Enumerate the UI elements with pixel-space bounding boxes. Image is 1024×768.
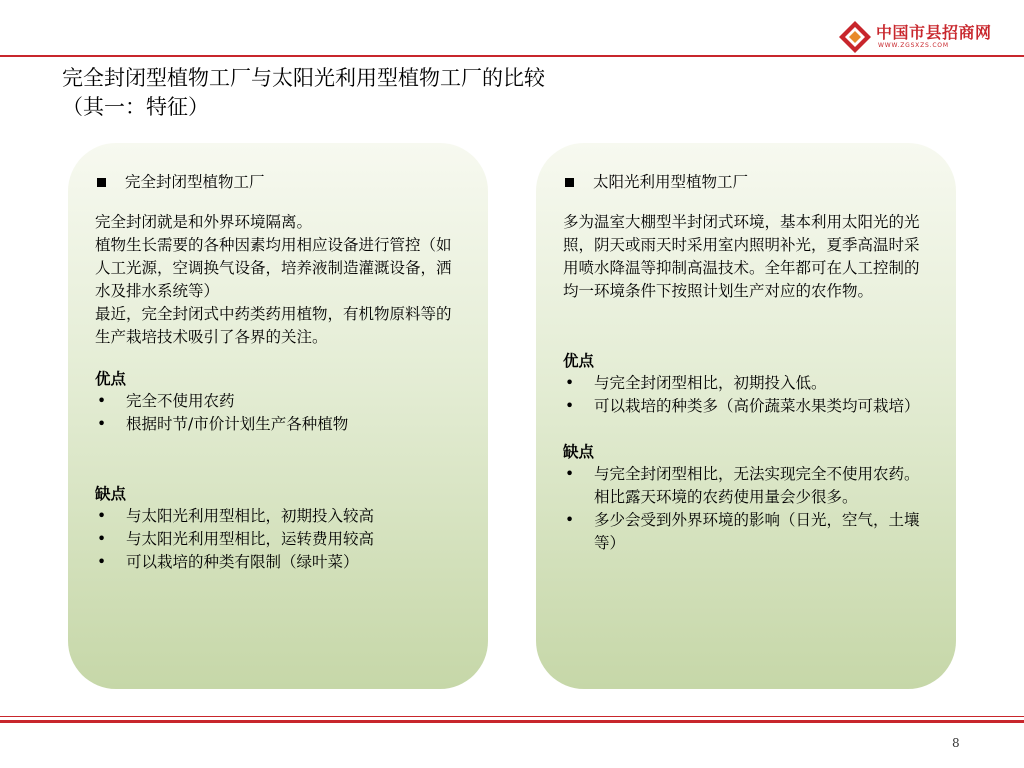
pros-title: 优点 [95,369,127,388]
page-number: 8 [952,736,960,750]
description-paragraph: 最近，完全封闭式中药类药用植物，有机物原料等的生产栽培技术吸引了各界的关注。 [95,305,452,346]
cons-title: 缺点 [563,442,595,461]
cons-section [95,482,465,574]
bullet-icon: • [97,530,107,548]
list-item: • 与太阳光利用型相比，初期投入较高 [95,505,465,528]
bullet-icon: • [565,465,575,483]
bullet-icon: • [565,511,575,529]
panel-heading: 太阳光利用型植物工厂 [563,171,933,194]
bullet-icon: • [97,507,107,525]
description-paragraph: 植物生长需要的各种因素均用相应设备进行管控（如人工光源，空调换气设备，培养液制造灌溉设备，洒水及排水系统等） [95,236,452,300]
list-item: • 根据时节/市价计划生产各种植物 [95,413,465,436]
list-item: • 与太阳光利用型相比，运转费用较高 [95,528,465,551]
pros-title: 优点 [563,351,595,370]
list-item: • 与完全封闭型相比，无法实现完全不使用农药。相比露天环境的农药使用量会少很多。 [565,465,920,506]
cons-title: 缺点 [95,484,127,503]
square-bullet-icon [97,178,106,187]
panel-heading: 完全封闭型植物工厂 [95,171,465,194]
pros-section [563,349,933,418]
list-item: • 与完全封闭型相比，初期投入低。 [563,372,933,395]
panel-closed-factory [68,143,488,689]
list-item: • 可以栽培的种类多（高价蔬菜水果类均可栽培） [563,395,933,418]
logo-url: WWW.ZGSXZS.COM [878,42,949,49]
pros-section [95,367,465,436]
logo-diamond-icon [838,20,872,54]
bullet-icon: • [565,397,575,415]
description-paragraph: 多为温室大棚型半封闭式环境，基本利用太阳光的光照，阴天或雨天时采用室内照明补光，夏季高温时采用喷水降温等抑制高温技术。全年都可在人工控制的均一环境条件下按照计划生产对应的农作物。 [563,213,920,300]
list-item: • 完全不使用农药 [95,390,465,413]
list-item: • 可以栽培的种类有限制（绿叶菜） [95,551,465,574]
logo [838,18,1008,58]
title-line-2: （其一：特征） [62,95,209,119]
description-paragraph: 完全封闭就是和外界环境隔离。 [95,213,313,231]
bullet-icon: • [97,392,107,410]
square-bullet-icon [565,178,574,187]
cons-section [563,440,933,555]
footer-rule [0,720,1024,723]
slide-title [62,64,545,122]
logo-name: 中国市县招商网 [876,23,992,42]
panel-solar-factory [536,143,956,689]
header-rule [0,55,1024,57]
footer-rule-thin [0,716,1024,717]
title-line-1: 完全封闭型植物工厂与太阳光利用型植物工厂的比较 [62,66,545,90]
list-item: • 多少会受到外界环境的影响（日光，空气，土壤等） [565,511,920,552]
bullet-icon: • [97,553,107,571]
bullet-icon: • [97,415,107,433]
bullet-icon: • [565,374,575,392]
